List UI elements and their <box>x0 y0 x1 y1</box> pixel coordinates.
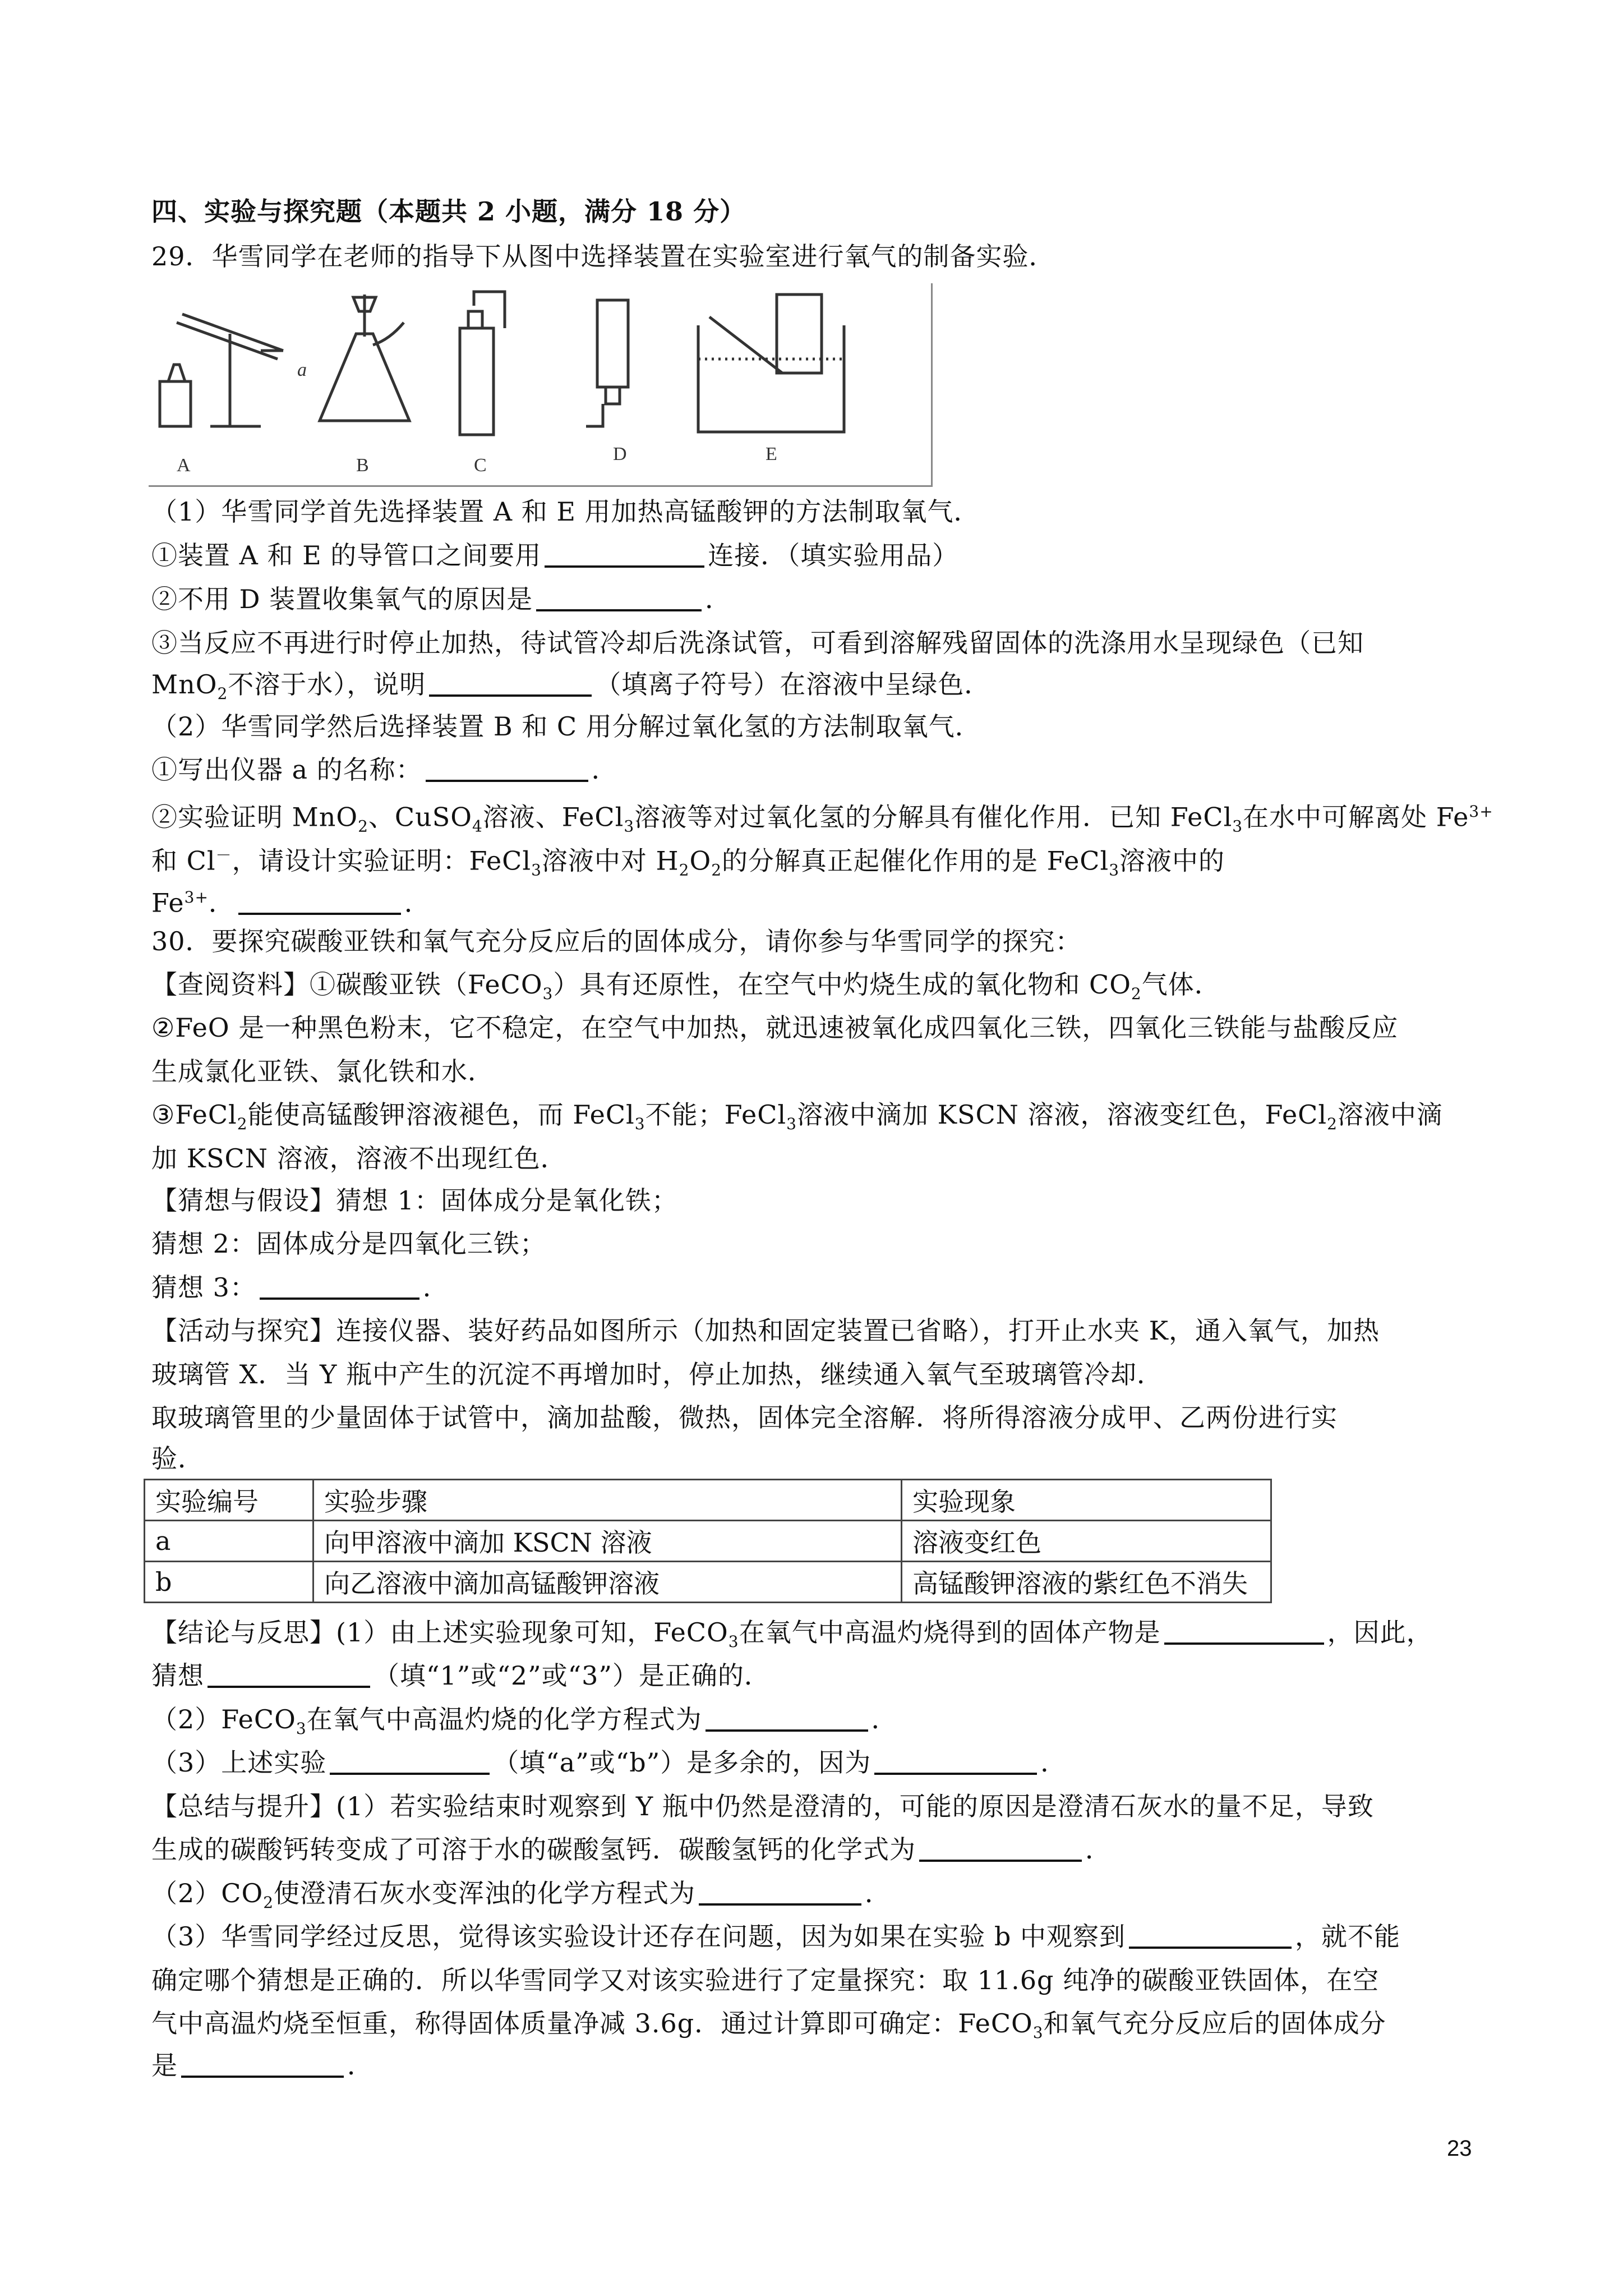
q30-activity2: 玻璃管 X．当 Y 瓶中产生的沉淀不再增加时，停止加热，继续通入氧气至玻璃管冷却． <box>151 1359 1163 1389</box>
q30-activity1: 【活动与探究】连接仪器、装好药品如图所示（加热和固定装置已省略），打开止水夹 K，通入氧气，加热 <box>151 1315 1380 1346</box>
svg-text:A: A <box>177 455 191 476</box>
q29-part1-item3: ③当反应不再进行时停止加热，待试管冷却后洗涤试管，可看到溶解残留固体的洗涤用水呈现绿色（已知 <box>151 628 1364 658</box>
answer-blank[interactable] <box>429 670 592 697</box>
q30-summary1: 【总结与提升】(1）若实验结束时观察到 Y 瓶中仍然是澄清的，可能的原因是澄清石灰水的量不足，导致 <box>151 1791 1374 1821</box>
answer-blank[interactable] <box>426 755 588 782</box>
apparatus-a-letter: a <box>297 360 307 380</box>
page-number: 23 <box>1447 2136 1472 2161</box>
table-header-cell: 实验编号 <box>145 1480 313 1521</box>
q30-info1: 【查阅资料】①碳酸亚铁（FeCO$_3$）具有还原性，在空气中灼烧生成的氧化物和 $CO_2$气体． <box>151 969 1221 1004</box>
q30-activity3: 取玻璃管里的少量固体于试管中，滴加盐酸，微热，固体完全溶解．将所得溶液分成甲、乙两份进行实 <box>151 1402 1338 1433</box>
q29-part2-item2: ②实验证明 MnO$_2$、CuSO$_4$溶液、FeCl$_3$溶液等对过氧化氢的分解具有催化作用．已知 FeCl$_3$在水中可解离处 $Fe^{3+}$ <box>151 802 1493 836</box>
table-cell: b <box>145 1562 313 1603</box>
svg-text:C: C <box>474 455 487 476</box>
table-cell: a <box>145 1521 313 1562</box>
q30-hypothesis3: 猜想 3： ． <box>151 1272 449 1303</box>
q29-part2-item1: ①写出仪器 a 的名称： ． <box>151 754 618 785</box>
answer-blank[interactable] <box>1164 1618 1324 1645</box>
apparatus-figure <box>149 283 933 487</box>
answer-blank[interactable] <box>536 585 702 611</box>
answer-blank[interactable] <box>208 1661 370 1688</box>
table-cell: 溶液变红色 <box>902 1521 1271 1562</box>
q30-summary1-cont: 生成的碳酸钙转变成了可溶于水的碳酸氢钙．碳酸氢钙的化学式为 ． <box>151 1834 1112 1865</box>
experiment-table <box>144 1479 1272 1603</box>
answer-blank[interactable] <box>874 1748 1037 1775</box>
q29-part1-item1: ①装置 A 和 E 的导管口之间要用 连接．（填实验用品） <box>151 540 959 570</box>
table-header-row <box>145 1480 1271 1521</box>
q29-part1-item3-cont: MnO$_2$不溶于水），说明 （填离子符号）在溶液中呈绿色． <box>151 669 991 703</box>
answer-blank[interactable] <box>181 2051 344 2078</box>
table-cell: 高锰酸钾溶液的紫红色不消失 <box>902 1562 1271 1603</box>
q29-stem: 29．华雪同学在老师的指导下从图中选择装置在实验室进行氧气的制备实验． <box>151 241 1055 272</box>
answer-blank[interactable] <box>330 1748 490 1775</box>
q30-conclusion2: 猜想 （填“1”或“2”或“3”）是正确的． <box>151 1660 771 1691</box>
q29-part1-item2: ②不用 D 装置收集氧气的原因是 ． <box>151 584 732 614</box>
q29-part1: （1）华雪同学首先选择装置 A 和 E 用加热高锰酸钾的方法制取氧气． <box>151 496 980 527</box>
q30-info3: ③FeCl$_2$能使高锰酸钾溶液褪色，而 FeCl$_3$不能；FeCl$_3$溶液中滴加 KSCN 溶液，溶液变红色，FeCl$_2$溶液中滴 <box>151 1099 1443 1134</box>
q30-info3-cont: 加 KSCN 溶液，溶液不出现红色． <box>151 1143 567 1174</box>
answer-blank[interactable] <box>706 1705 868 1732</box>
table-header-cell: 实验现象 <box>902 1480 1271 1521</box>
q29-part2-item2-end: $Fe^{3+}$． ． <box>151 887 431 918</box>
apparatus-letters <box>177 360 777 476</box>
answer-blank[interactable] <box>238 888 401 915</box>
section-title: 四、实验与探究题（本题共 2 小题，满分 18 分） <box>151 196 746 227</box>
answer-blank[interactable] <box>545 541 704 568</box>
svg-text:E: E <box>766 444 777 464</box>
q30-info2: ②FeO 是一种黑色粉末，它不稳定，在空气中加热，就迅速被氧化成四氧化三铁，四氧化三铁能与盐酸反应 <box>151 1013 1399 1043</box>
q30-activity4: 验． <box>151 1443 204 1474</box>
q30-summary2: $(2)CO_2$使澄清石灰水变浑浊的化学方程式为 ． <box>151 1878 892 1912</box>
q29-part2-item2-cont: 和 Cl－，请设计实验证明：FeCl$_3$溶液中对 $H_2O_2$的分解真正起催化作用的是 FeCl$_3$溶液中的 <box>151 845 1225 880</box>
q30-info2-cont: 生成氯化亚铁、氯化铁和水． <box>151 1056 494 1087</box>
q30-conclusion4: （3）上述实验 （填“a”或“b”）是多余的，因为 ． <box>151 1747 1067 1778</box>
q30-stem: 30．要探究碳酸亚铁和氧气充分反应后的固体成分，请你参与华雪同学的探究： <box>151 926 1082 956</box>
apparatus-drawing <box>149 283 931 485</box>
table-cell: 向乙溶液中滴加高锰酸钾溶液 <box>313 1562 902 1603</box>
svg-text:D: D <box>613 444 627 464</box>
q30-conclusion3: （2）FeCO$_3$在氧气中高温灼烧的化学方程式为 ． <box>151 1704 898 1738</box>
q30-summary3: （3）华雪同学经过反思，觉得该实验设计还存在问题，因为如果在实验 b 中观察到 ，就不能 <box>151 1921 1400 1952</box>
q30-summary3-cont: 确定哪个猜想是正确的．所以华雪同学又对该实验进行了定量探究：取 11.6g 纯净的碳酸亚铁固体，在空 <box>151 1965 1380 1995</box>
table-row <box>145 1562 1271 1603</box>
answer-blank[interactable] <box>1129 1922 1292 1949</box>
answer-blank[interactable] <box>919 1835 1082 1862</box>
svg-text:B: B <box>356 455 369 476</box>
q30-summary3-cont2: 气中高温灼烧至恒重，称得固体质量净减 3.6g．通过计算即可确定：FeCO$_3$和氧气充分反应后的固体成分 <box>151 2008 1386 2042</box>
table-cell: 向甲溶液中滴加 KSCN 溶液 <box>313 1521 902 1562</box>
table-header-cell: 实验步骤 <box>313 1480 902 1521</box>
answer-blank[interactable] <box>260 1273 419 1300</box>
q30-summary3-end: 是 ． <box>151 2050 374 2081</box>
table-row <box>145 1521 1271 1562</box>
q30-hypothesis2: 猜想 2：固体成分是四氧化三铁； <box>151 1228 546 1259</box>
q30-conclusion1: 【结论与反思】(1）由上述实验现象可知，FeCO$_3$在氧气中高温灼烧得到的固体产物是 ，因此， <box>151 1617 1433 1651</box>
answer-blank[interactable] <box>699 1879 861 1906</box>
q30-hypothesis1: 【猜想与假设】猜想 1：固体成分是氧化铁； <box>151 1185 678 1216</box>
q29-part2: （2）华雪同学然后选择装置 B 和 C 用分解过氧化氢的方法制取氧气． <box>151 711 981 742</box>
